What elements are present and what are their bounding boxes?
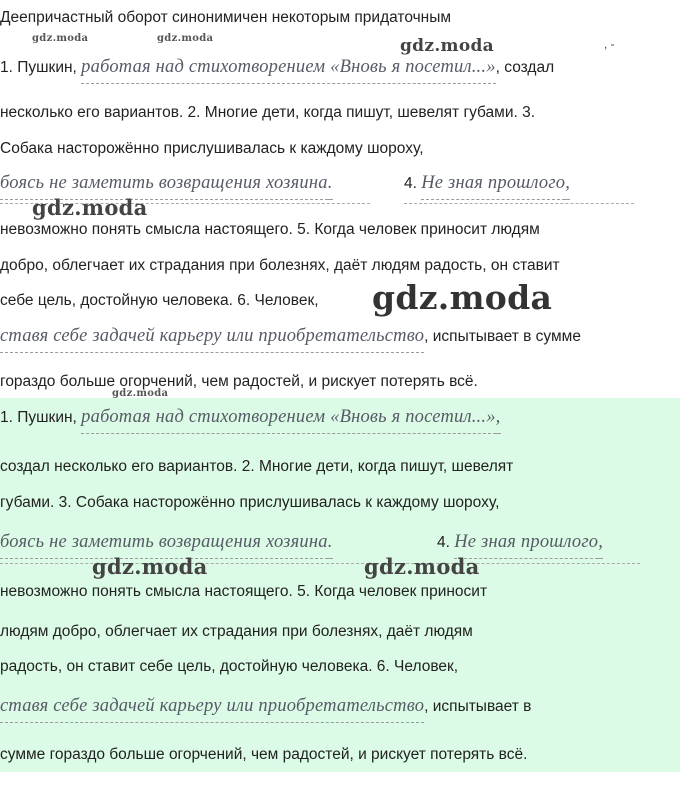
handwritten-phrase: Не зная прошлого: [454, 532, 599, 552]
handwritten-punct: .: [327, 173, 333, 193]
text-line: [0, 57, 554, 78]
text-line: несколько его вариантов. 2. Многие дети, когда пишут, шевелят губами. 3.: [0, 104, 536, 121]
text-line: радость, он ставит себе цель, достойную человека. 6. Человек,: [0, 658, 459, 675]
handwritten-phrase: боясь не заметить возвращения хозяина: [0, 532, 328, 552]
line-text: , создал: [495, 59, 555, 76]
watermark: gdz.moda: [364, 554, 480, 579]
text-line: сумме гораздо больше огорчений, чем радостей, и рискует потерять всё.: [0, 746, 528, 763]
text-line: невозможно понять смысла настоящего. 5. Когда человек приносит: [0, 583, 488, 600]
watermark: gdz.moda: [92, 554, 208, 579]
text-line: людям добро, облегчает их страдания при болезнях, даёт людям: [0, 623, 473, 640]
watermark: gdz.moda: [32, 195, 148, 220]
text-line: [0, 532, 333, 553]
text-line: добро, облегчает их страдания при болезнях, даёт людям радость, он ставит: [0, 257, 560, 274]
text-line: губами. 3. Собака насторожённо прислушивалась к каждому шороху,: [0, 494, 500, 511]
pencil-mark: , -: [604, 37, 615, 51]
handwritten-phrase: Не зная прошлого: [421, 173, 566, 193]
dashed-rule: [404, 203, 634, 204]
watermark: gdz.moda: [400, 36, 494, 56]
line-text: 1. Пушкин,: [0, 409, 82, 426]
text-line: [0, 173, 333, 194]
text-line: создал несколько его вариантов. 2. Многие дети, когда пишут, шевелят: [0, 458, 514, 475]
handwritten-punct: .: [327, 532, 333, 552]
line-text: 1. Пушкин,: [0, 59, 82, 76]
watermark: gdz.moda: [157, 33, 214, 44]
handwritten-phrase: боясь не заметить возвращения хозяина: [0, 173, 328, 193]
line-text: , испытывает в сумме: [424, 328, 581, 345]
handwritten-punct: ,: [598, 532, 604, 552]
text-line: себе цель, достойную человека. 6. Человек,: [0, 292, 319, 309]
item-number: 4.: [437, 534, 450, 551]
handwritten-phrase: ставя себе задачей карьеру или приобретательство: [0, 696, 425, 716]
page-title: Деепричастный оборот синонимичен некоторым придаточным: [0, 9, 452, 26]
text-line: [0, 696, 531, 717]
handwritten-phrase: работая над стихотворением «Вновь я посетил...»: [81, 57, 496, 77]
text-line: Собака насторожённо прислушивалась к каждому шороху,: [0, 140, 424, 157]
text-line: [404, 173, 570, 194]
watermark: gdz.moda: [372, 278, 553, 317]
watermark: gdz.moda: [32, 33, 89, 44]
text-line: [0, 407, 501, 428]
handwritten-phrase: работая над стихотворением «Вновь я посетил...»: [81, 407, 496, 427]
item-number: 4.: [404, 175, 417, 192]
text-line: [437, 532, 603, 553]
text-line: [0, 326, 581, 347]
text-line: невозможно понять смысла настоящего. 5. Когда человек приносит людям: [0, 221, 540, 238]
watermark: gdz.moda: [112, 388, 169, 399]
handwritten-punct: ,: [565, 173, 571, 193]
handwritten-punct: ,: [495, 407, 501, 427]
text-line: гораздо больше огорчений, чем радостей, и рискует потерять всё.: [0, 373, 478, 390]
handwritten-phrase: ставя себе задачей карьеру или приобретательство: [0, 326, 425, 346]
line-text: , испытывает в: [424, 698, 532, 715]
